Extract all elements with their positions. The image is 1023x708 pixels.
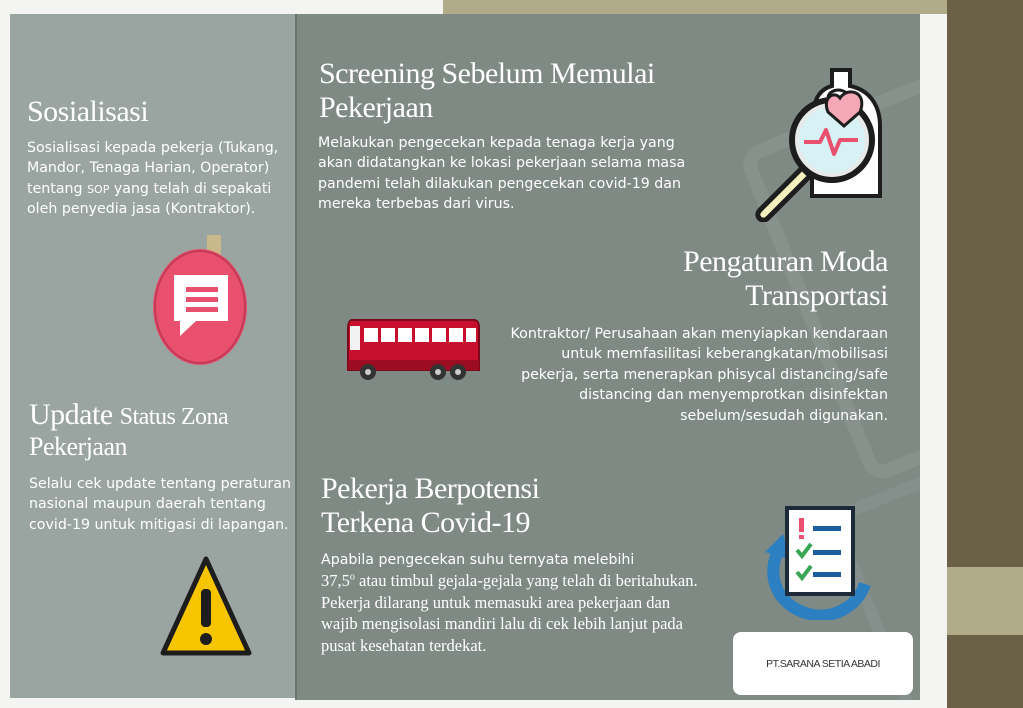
screening-title-line2: Pekerjaan <box>319 90 433 124</box>
sosialisasi-title: Sosialisasi <box>27 95 149 128</box>
berpotensi-body-part1: Apabila pengecekan suhu ternyata melebihi <box>321 552 635 568</box>
update-title-part2: Status Zona <box>119 404 229 430</box>
berpotensi-title-line1: Pekerja Berpotensi <box>321 472 540 505</box>
transportasi-body: Kontraktor/ Perusahaan akan menyiapkan kendaraan untuk memfasilitasi keberangkatan/mobilisasi pekerja, serta menerapkan phisycal distancing/safe distancing dan menyemprotkan disinfektan sebelum/sesudah digunakan. <box>510 326 888 424</box>
bus-icon <box>344 316 480 384</box>
berpotensi-title <box>321 472 539 540</box>
update-title-part3: Pekerjaan <box>29 431 128 461</box>
panel-divider <box>295 14 297 700</box>
right-accent-band-light <box>947 567 1023 635</box>
sosialisasi-body <box>27 138 293 220</box>
company-logo-box <box>733 632 913 695</box>
update-title-part1: Update <box>29 398 120 431</box>
berpotensi-title-line2: Terkena Covid-19 <box>321 505 531 539</box>
sosialisasi-body-part1: Sosialisasi kepada pekerja (Tukang, Mandor, Tenaga Harian, Operator) tentang <box>27 140 279 197</box>
transportasi-title-line2: Transportasi <box>745 278 888 312</box>
sosialisasi-body-part2: yang telah di sepakati oleh penyedia jasa (Kontraktor). <box>27 180 272 218</box>
chat-bubble-icon <box>152 233 249 367</box>
warning-icon <box>160 555 252 657</box>
transportasi-title <box>560 245 888 313</box>
screening-title-line1: Screening Sebelum Memulai <box>319 57 655 90</box>
transportasi-title-line1: Pengaturan Moda <box>683 245 888 278</box>
berpotensi-body-part2: atau timbul gejala-gejala yang telah di beritahukan. Pekerja dilarang untuk memasuki area pekerjaan dan wajib mengisolasi mandiri lalu di cek lebih lanjut pada pusat kesehatan terdekat. <box>321 570 698 656</box>
berpotensi-body <box>321 548 699 657</box>
company-name: PT.SARANA SETIA ABADI <box>766 657 880 670</box>
update-title <box>29 398 289 461</box>
screening-title <box>319 57 655 125</box>
berpotensi-temp: 37,5 <box>321 570 350 590</box>
top-accent-band <box>443 0 947 14</box>
sosialisasi-body-sop: SOP <box>87 182 110 196</box>
berpotensi-degree: o <box>349 571 355 583</box>
checklist-icon <box>761 504 871 620</box>
screening-body: Melakukan pengecekan kepada tenaga kerja yang akan didatangkan ke lokasi pekerjaan selama masa pandemi telah dilakukan pengecekan covid-19 dan mereka terbebas dari virus. <box>318 135 686 213</box>
magnifier-heart-icon <box>752 68 884 222</box>
update-body: Selalu cek update tentang peraturan nasional maupun daerah tentang covid-19 untuk mitigasi di lapangan. <box>29 476 291 533</box>
